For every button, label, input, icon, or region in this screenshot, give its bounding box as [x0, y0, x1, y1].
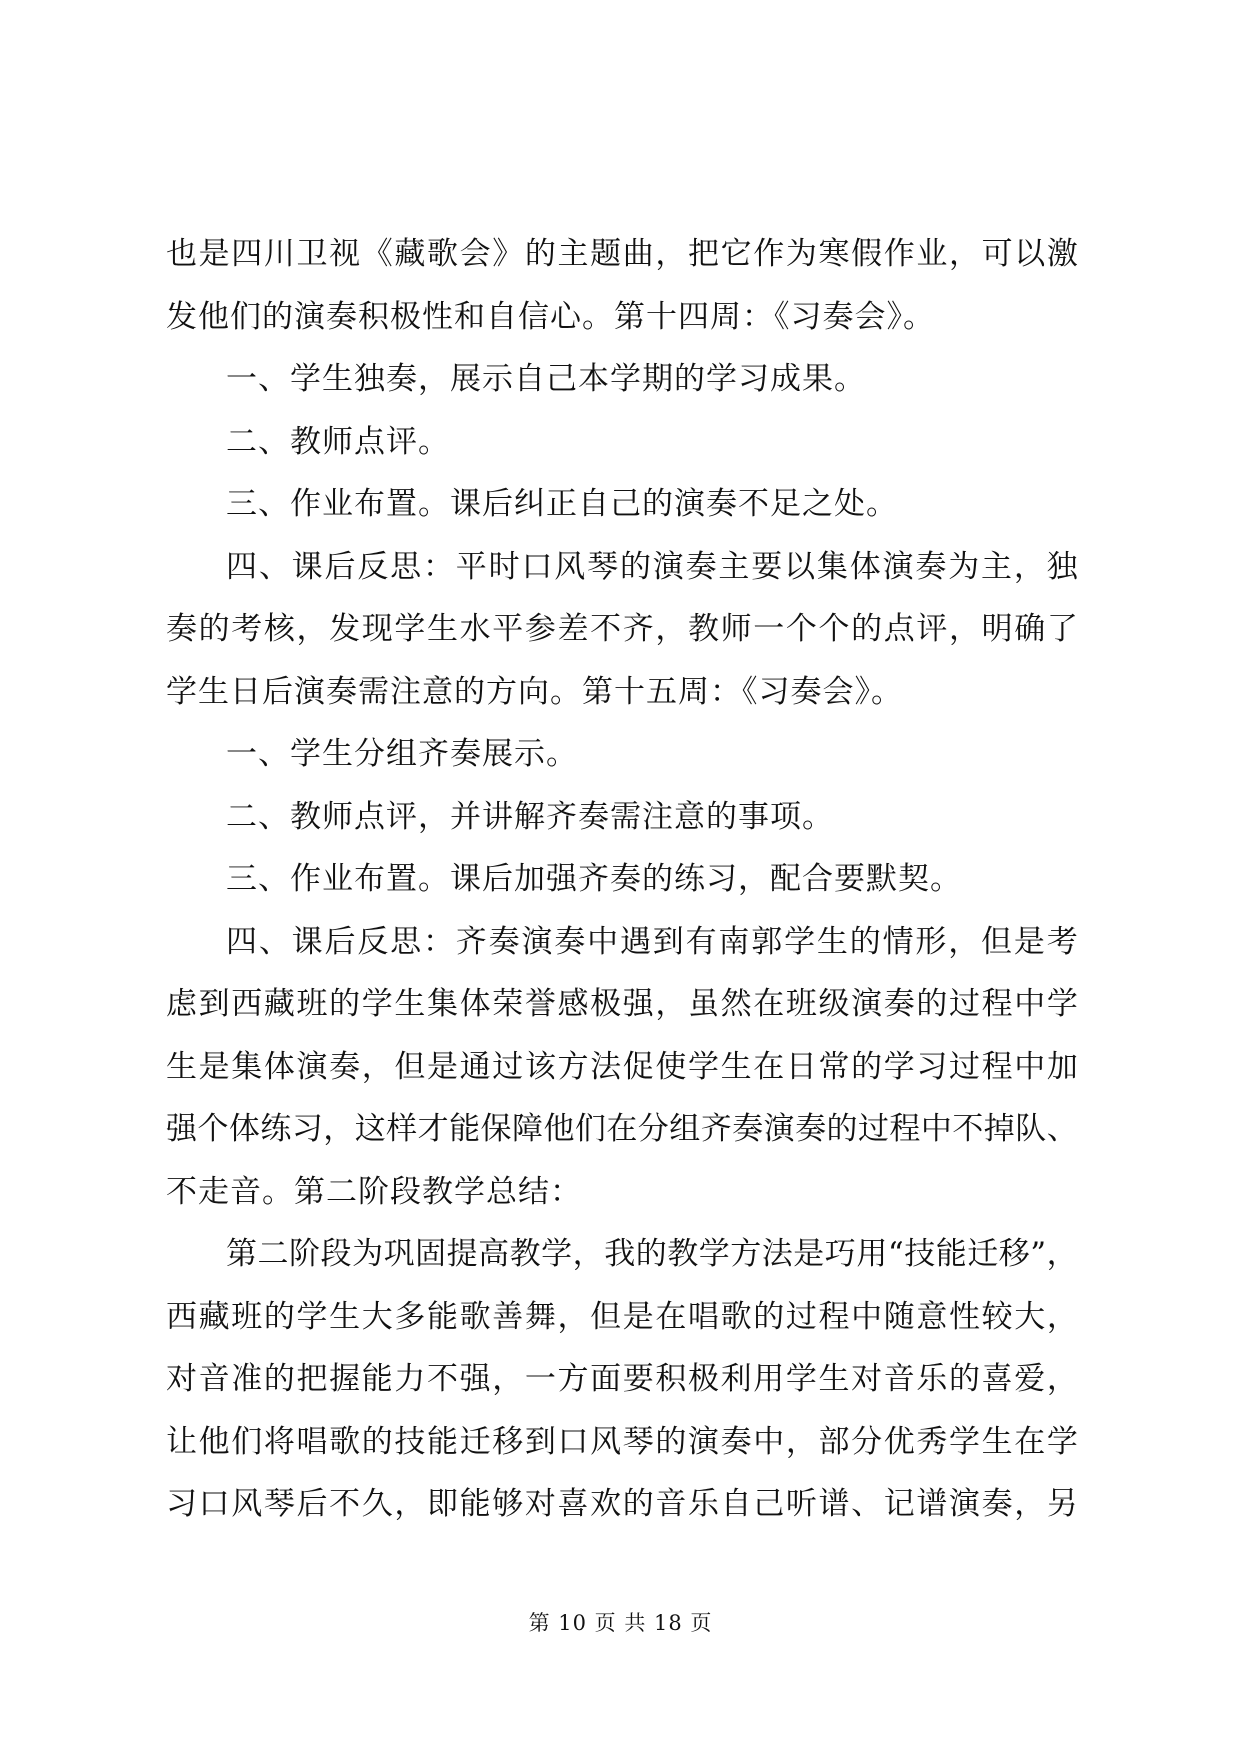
text-line: 发他们的演奏积极性和自信心。第十四周：《习奏会》。 — [166, 298, 935, 335]
text-line: 四 、 课 后 反 思 ： 平 时 口 风 琴 的 演 奏 主 要 以 集 体 演 奏 为 主 ， 独 — [226, 548, 1078, 585]
text-line: 让 他 们 将 唱 歌 的 技 能 迁 移 到 口 风 琴 的 演 奏 中 ， 部 分 优 秀 学 生 在 学 — [166, 1423, 1078, 1460]
text-line: 习 口 风 琴 后 不 久 ， 即 能 够 对 喜 欢 的 音 乐 自 己 听 谱 、 记 谱 演 奏 ， 另 — [166, 1486, 1078, 1522]
text-line: 一、学生分组齐奏展示。 — [226, 736, 578, 772]
text-line: 二、教师点评。 — [226, 423, 450, 460]
text-line: 四 、 课 后 反 思 ： 齐 奏 演 奏 中 遇 到 有 南 郭 学 生 的 情 形 ， 但 是 考 — [226, 923, 1078, 960]
text-line: 奏 的 考 核 ， 发 现 学 生 水 平 参 差 不 齐 ， 教 师 一 个 个 的 点 评 ， 明 确 了 — [166, 611, 1078, 647]
text-line: 虑 到 西 藏 班 的 学 生 集 体 荣 誉 感 极 强 ， 虽 然 在 班 级 演 奏 的 过 程 中 学 — [166, 986, 1078, 1022]
text-line: 第 二 阶 段 为 巩 固 提 高 教 学 ， 我 的 教 学 方 法 是 巧 用 “ 技 能 迁 移 ” ， — [226, 1236, 1078, 1272]
text-line: 也 是 四 川 卫 视 《 藏 歌 会 》 的 主 题 曲 ， 把 它 作 为 寒 假 作 业 ， 可 以 激 — [166, 236, 1078, 272]
text-line: 生 是 集 体 演 奏 ， 但 是 通 过 该 方 法 促 使 学 生 在 日 常 的 学 习 过 程 中 加 — [166, 1048, 1078, 1085]
text-line: 对 音 准 的 把 握 能 力 不 强 ， 一 方 面 要 积 极 利 用 学 生 对 音 乐 的 喜 爱 ， — [166, 1361, 1078, 1397]
text-line: 不走音。第二阶段教学总结： — [166, 1173, 582, 1210]
text-line: 三、作业布置。课后纠正自己的演奏不足之处。 — [226, 486, 898, 522]
text-line: 学生日后演奏需注意的方向。第十五周：《习奏会》。 — [166, 673, 903, 710]
page-footer: 第 10 页 共 18 页 — [528, 1611, 713, 1635]
text-line: 一、学生独奏，展示自己本学期的学习成果。 — [226, 361, 866, 397]
text-line: 西 藏 班 的 学 生 大 多 能 歌 善 舞 ， 但 是 在 唱 歌 的 过 程 中 随 意 性 较 大 ， — [166, 1298, 1078, 1335]
text-line: 强 个 体 练 习 ， 这 样 才 能 保 障 他 们 在 分 组 齐 奏 演 奏 的 过 程 中 不 掉 队 、 — [166, 1111, 1078, 1147]
text-line: 二、教师点评，并讲解齐奏需注意的事项。 — [226, 798, 834, 835]
text-line: 三、作业布置。课后加强齐奏的练习，配合要默契。 — [226, 861, 962, 897]
